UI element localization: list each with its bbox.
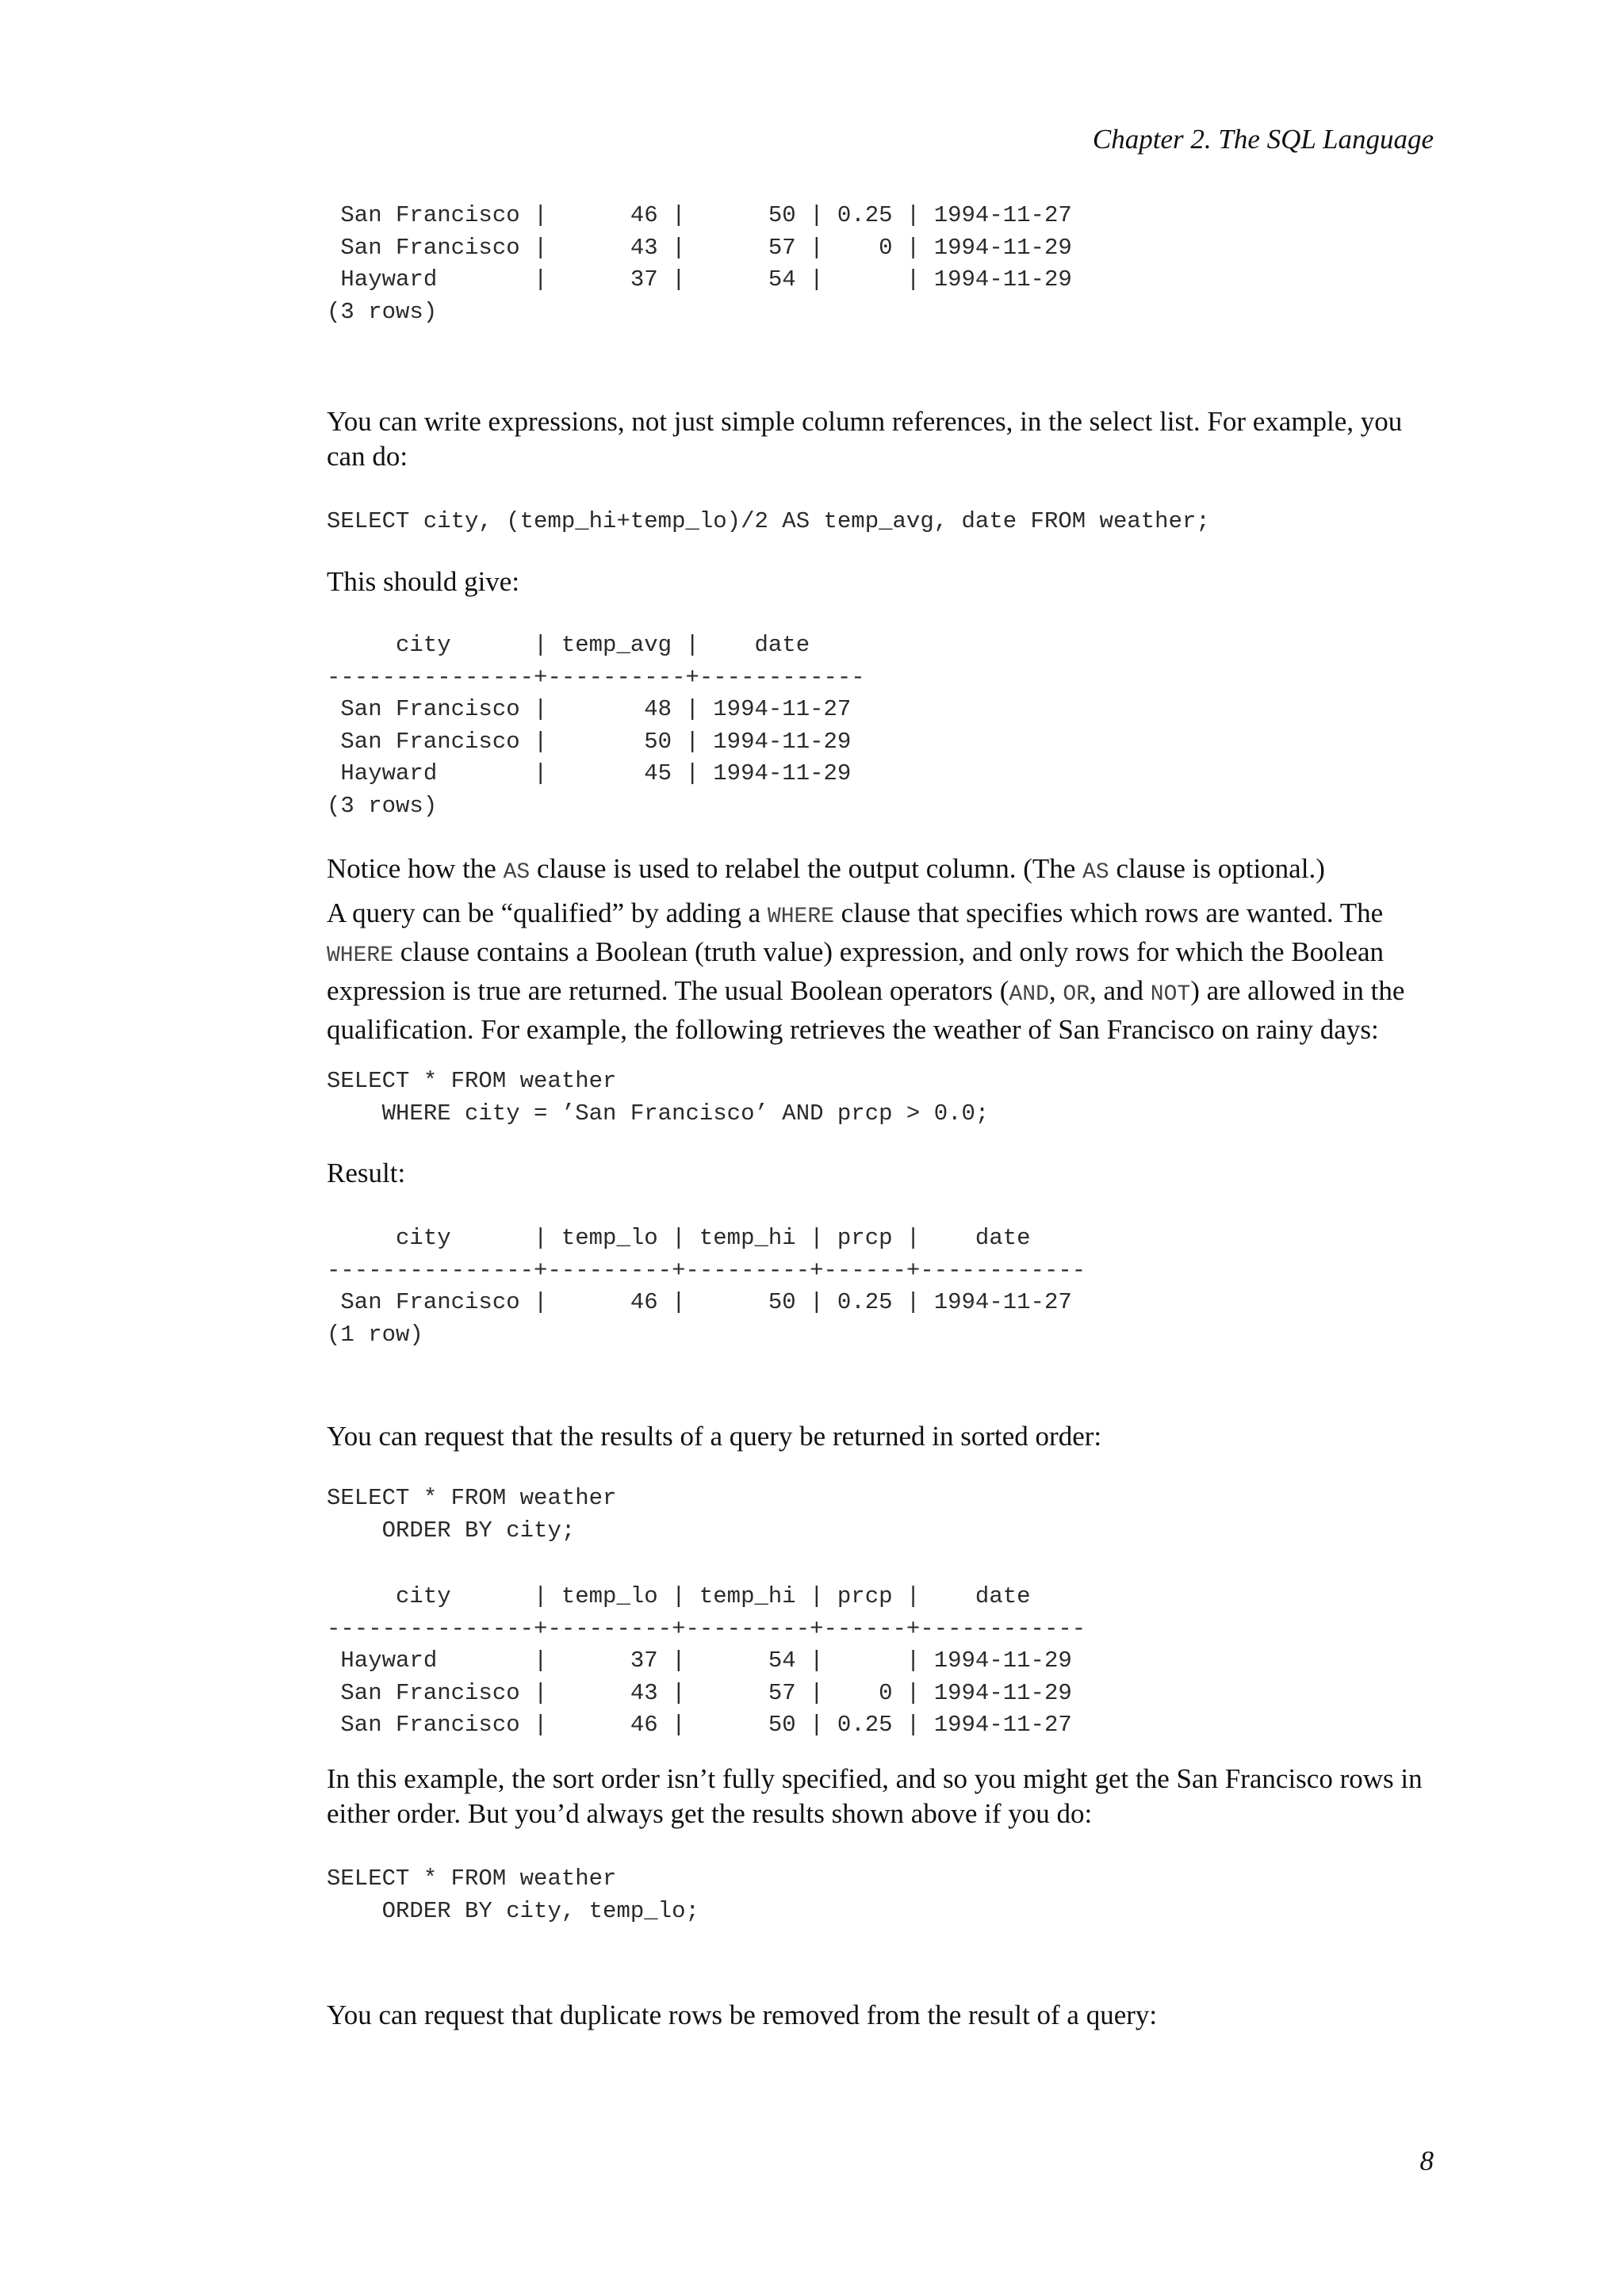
inline-code: AND: [1009, 982, 1049, 1007]
text-run: clause contains a Boolean (truth value) expression, and only rows for which the Boolean expression is true are returned. The usual Boolean operators (: [327, 936, 1384, 1006]
document-page: [327, 0, 1434, 2296]
query-result-where: city | temp_lo | temp_hi | prcp | date ---------------+---------+---------+------+------------ San Francisco | 46 | 50 | 0.25 | 1994-11-27 (1 row): [327, 1225, 1086, 1348]
paragraph-sort-order: In this example, the sort order isn’t fully specified, and so you might get the San Francisco rows in either order. But you’d always get the results shown above if you do:: [327, 1763, 1423, 1829]
query-result-avg: city | temp_avg | date ---------------+----------+------------ San Francisco | 48 | 1994-11-27 San Francisco | 50 | 1994-11-29 Hayward | 45 | 1994-11-29 (3 rows): [327, 632, 865, 819]
code-select-avg: SELECT city, (temp_hi+temp_lo)/2 AS temp_avg, date FROM weather;: [327, 508, 1210, 534]
inline-code: OR: [1063, 982, 1090, 1007]
text-run: clause is used to relabel the output column. (The: [530, 853, 1083, 884]
inline-code: AS: [503, 860, 530, 885]
paragraph-notice-as: [327, 851, 1434, 890]
paragraph-duplicates: You can request that duplicate rows be removed from the result of a query:: [327, 1999, 1158, 2030]
text-run: clause that specifies which rows are wanted. The: [833, 897, 1384, 928]
code-order-by-two-columns: SELECT * FROM weather ORDER BY city, temp_lo;: [327, 1866, 699, 1924]
query-result-continued: San Francisco | 46 | 50 | 0.25 | 1994-11-27 San Francisco | 43 | 57 | 0 | 1994-11-29 Hayward | 37 | 54 | | 1994-11-29 (3 rows): [327, 202, 1072, 325]
text-run: , and: [1090, 975, 1151, 1006]
text-run: Notice how the: [327, 853, 504, 884]
paragraph-should-give: This should give:: [327, 566, 520, 597]
query-result-order: city | temp_lo | temp_hi | prcp | date ---------------+---------+---------+------+------------ Hayward | 37 | 54 | | 1994-11-29 San Francisco | 43 | 57 | 0 | 1994-11-29 San Francisco | 46 | 50 | 0.25 | 1994-11-27: [327, 1583, 1086, 1738]
text-run: A query can be “qualified” by adding a: [327, 897, 768, 928]
text-run: clause is optional.): [1109, 853, 1325, 884]
code-order-by: SELECT * FROM weather ORDER BY city;: [327, 1485, 617, 1544]
paragraph-expressions: You can write expressions, not just simple column references, in the select list. For example, you can do:: [327, 406, 1403, 472]
inline-code: AS: [1082, 860, 1109, 885]
paragraph-sorted: You can request that the results of a query be returned in sorted order:: [327, 1421, 1102, 1452]
inline-code: NOT: [1150, 982, 1191, 1007]
paragraph-result: Result:: [327, 1158, 406, 1188]
code-select-where: SELECT * FROM weather WHERE city = ’San Francisco’ AND prcp > 0.0;: [327, 1068, 990, 1127]
page-number: 8: [1419, 2145, 1434, 2176]
inline-code: WHERE: [767, 905, 834, 929]
inline-code: WHERE: [327, 943, 394, 968]
paragraph-qualified: [327, 896, 1434, 1047]
running-head: Chapter 2. The SQL Language: [1092, 124, 1434, 155]
text-run: ) are allowed in the qualification. For example, the following retrieves the weather of San Francisco on rainy days:: [327, 975, 1405, 1045]
text-run: ,: [1048, 975, 1063, 1006]
